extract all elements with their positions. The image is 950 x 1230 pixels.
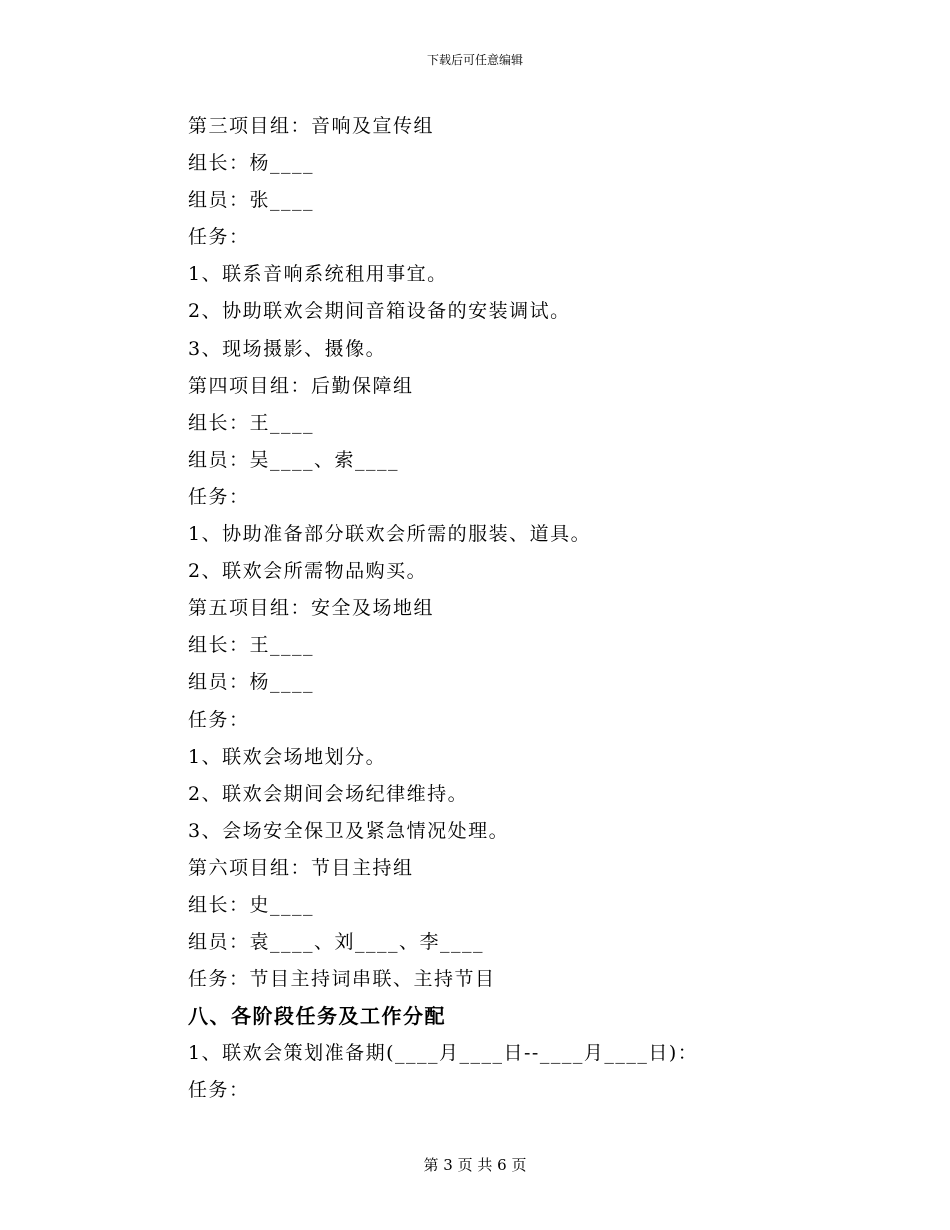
group-3-leader: 组长：杨____ <box>188 152 315 175</box>
group-5-tasks-label: 任务： <box>188 708 250 731</box>
group-3-task-3: 3、现场摄影、摄像。 <box>188 337 387 360</box>
group-3-members: 组员：张____ <box>188 189 315 212</box>
group-3-task-2: 2、协助联欢会期间音箱设备的安装调试。 <box>188 300 571 323</box>
group-5-title: 第五项目组：安全及场地组 <box>188 597 435 620</box>
group-6-title: 第六项目组：节目主持组 <box>188 856 414 879</box>
document-body <box>188 108 788 1110</box>
group-5-task-2: 2、联欢会期间会场纪律维持。 <box>188 782 469 805</box>
group-5-leader: 组长：王____ <box>188 634 315 657</box>
group-4-leader: 组长：王____ <box>188 411 315 434</box>
group-6-tasks: 任务：节目主持词串联、主持节目 <box>188 968 496 991</box>
page-header: 下载后可任意编辑 <box>426 53 523 67</box>
group-3-task-1: 1、联系音响系统租用事宜。 <box>188 263 448 286</box>
group-3-tasks-label: 任务： <box>188 226 250 249</box>
group-4-task-1: 1、协助准备部分联欢会所需的服装、道具。 <box>188 523 592 546</box>
section-8-heading: 八、各阶段任务及工作分配 <box>188 1004 446 1029</box>
group-4-task-2: 2、联欢会所需物品购买。 <box>188 560 428 583</box>
group-6-members: 组员：袁____、刘____、李____ <box>188 931 485 954</box>
group-4-tasks-label: 任务： <box>188 485 250 508</box>
group-5-members: 组员：杨____ <box>188 671 315 694</box>
group-4-members: 组员：吴____、索____ <box>188 448 400 471</box>
group-6-leader: 组长：史____ <box>188 893 315 916</box>
group-4-title: 第四项目组：后勤保障组 <box>188 374 414 397</box>
phase-1-title: 1、联欢会策划准备期(____月____日--____月____日)： <box>188 1042 699 1065</box>
phase-1-tasks-label: 任务： <box>188 1079 250 1102</box>
group-5-task-1: 1、联欢会场地划分。 <box>188 745 387 768</box>
group-3-title: 第三项目组：音响及宣传组 <box>188 115 435 137</box>
page-footer: 第 3 页 共 6 页 <box>423 1156 527 1174</box>
group-5-task-3: 3、会场安全保卫及紧急情况处理。 <box>188 819 510 842</box>
